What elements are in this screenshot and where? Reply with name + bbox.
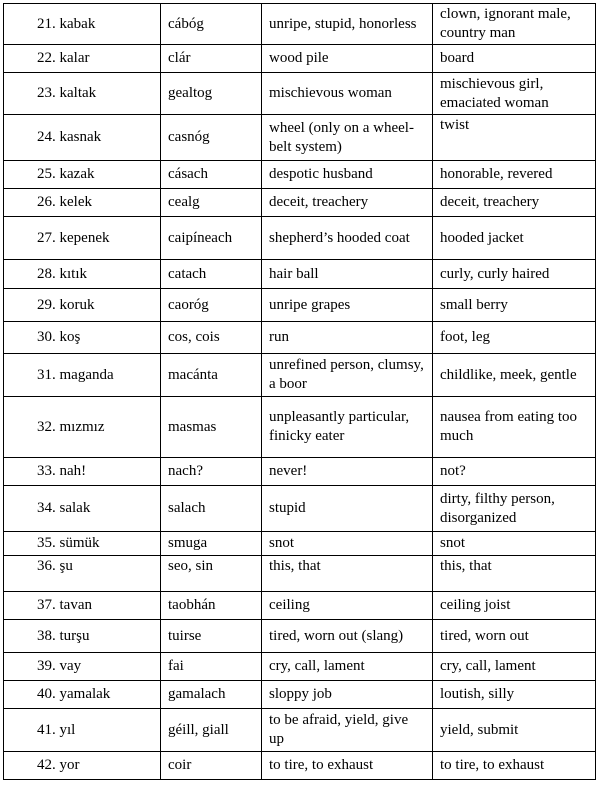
turkish-word: 31. maganda	[4, 354, 161, 397]
turkish-word: 28. kıtık	[4, 260, 161, 289]
irish-meaning: small berry	[433, 289, 596, 322]
irish-meaning: cry, call, lament	[433, 653, 596, 681]
turkish-word: 38. turşu	[4, 620, 161, 653]
turkish-word: 22. kalar	[4, 45, 161, 73]
irish-word: géill, giall	[161, 709, 262, 752]
turkish-meaning: cry, call, lament	[262, 653, 433, 681]
irish-meaning: mischievous girl, emaciated woman	[433, 73, 596, 115]
turkish-meaning: sloppy job	[262, 681, 433, 709]
table-row	[4, 217, 596, 260]
irish-word: taobhán	[161, 592, 262, 620]
turkish-meaning: mischievous woman	[262, 73, 433, 115]
turkish-meaning: unripe grapes	[262, 289, 433, 322]
irish-word: casnóg	[161, 115, 262, 161]
table-row	[4, 620, 596, 653]
turkish-word: 24. kasnak	[4, 115, 161, 161]
table-row	[4, 45, 596, 73]
irish-word: salach	[161, 486, 262, 532]
irish-word: cealg	[161, 189, 262, 217]
turkish-word: 41. yıl	[4, 709, 161, 752]
irish-meaning: deceit, treachery	[433, 189, 596, 217]
turkish-meaning: unripe, stupid, honorless	[262, 4, 433, 45]
turkish-word: 36. şu	[4, 556, 161, 592]
table-row	[4, 486, 596, 532]
irish-meaning: clown, ignorant male, country man	[433, 4, 596, 45]
turkish-word: 32. mızmız	[4, 397, 161, 458]
irish-meaning: tired, worn out	[433, 620, 596, 653]
irish-word: gealtog	[161, 73, 262, 115]
turkish-meaning: run	[262, 322, 433, 354]
table-row	[4, 592, 596, 620]
irish-meaning: childlike, meek, gentle	[433, 354, 596, 397]
table-row	[4, 458, 596, 486]
irish-meaning: not?	[433, 458, 596, 486]
irish-word: masmas	[161, 397, 262, 458]
irish-meaning: twist	[433, 115, 596, 161]
word-comparison-table	[3, 3, 596, 780]
irish-meaning: dirty, filthy person, disorganized	[433, 486, 596, 532]
turkish-meaning: tired, worn out (slang)	[262, 620, 433, 653]
table-row	[4, 653, 596, 681]
turkish-meaning: ceiling	[262, 592, 433, 620]
irish-meaning: ceiling joist	[433, 592, 596, 620]
irish-word: clár	[161, 45, 262, 73]
irish-meaning: nausea from eating too much	[433, 397, 596, 458]
turkish-meaning: deceit, treachery	[262, 189, 433, 217]
irish-meaning: yield, submit	[433, 709, 596, 752]
turkish-word: 37. tavan	[4, 592, 161, 620]
table-row	[4, 681, 596, 709]
turkish-word: 34. salak	[4, 486, 161, 532]
irish-meaning: this, that	[433, 556, 596, 592]
turkish-meaning: unpleasantly particular, finicky eater	[262, 397, 433, 458]
irish-word: cos, cois	[161, 322, 262, 354]
table-row	[4, 260, 596, 289]
turkish-word: 40. yamalak	[4, 681, 161, 709]
turkish-meaning: never!	[262, 458, 433, 486]
turkish-meaning: despotic husband	[262, 161, 433, 189]
turkish-word: 26. kelek	[4, 189, 161, 217]
irish-word: gamalach	[161, 681, 262, 709]
table-row	[4, 709, 596, 752]
irish-word: catach	[161, 260, 262, 289]
irish-meaning: board	[433, 45, 596, 73]
turkish-word: 29. koruk	[4, 289, 161, 322]
irish-word: smuga	[161, 532, 262, 556]
turkish-meaning: this, that	[262, 556, 433, 592]
table-row	[4, 397, 596, 458]
turkish-meaning: hair ball	[262, 260, 433, 289]
turkish-word: 30. koş	[4, 322, 161, 354]
turkish-word: 25. kazak	[4, 161, 161, 189]
irish-meaning: snot	[433, 532, 596, 556]
table-row	[4, 161, 596, 189]
irish-word: coir	[161, 752, 262, 780]
irish-word: macánta	[161, 354, 262, 397]
irish-word: fai	[161, 653, 262, 681]
irish-meaning: honorable, revered	[433, 161, 596, 189]
irish-word: cásach	[161, 161, 262, 189]
turkish-word: 39. vay	[4, 653, 161, 681]
turkish-meaning: snot	[262, 532, 433, 556]
irish-word: caoróg	[161, 289, 262, 322]
irish-meaning: foot, leg	[433, 322, 596, 354]
irish-word: tuirse	[161, 620, 262, 653]
turkish-meaning: unrefined person, clumsy, a boor	[262, 354, 433, 397]
turkish-word: 33. nah!	[4, 458, 161, 486]
turkish-meaning: to tire, to exhaust	[262, 752, 433, 780]
table-row	[4, 354, 596, 397]
irish-word: caipíneach	[161, 217, 262, 260]
table-row	[4, 752, 596, 780]
irish-word: cábóg	[161, 4, 262, 45]
table-row	[4, 189, 596, 217]
turkish-meaning: shepherd’s hooded coat	[262, 217, 433, 260]
irish-meaning: to tire, to exhaust	[433, 752, 596, 780]
turkish-word: 42. yor	[4, 752, 161, 780]
turkish-meaning: to be afraid, yield, give up	[262, 709, 433, 752]
table-row	[4, 556, 596, 592]
turkish-meaning: wood pile	[262, 45, 433, 73]
table-row	[4, 4, 596, 45]
turkish-word: 27. kepenek	[4, 217, 161, 260]
turkish-word: 35. sümük	[4, 532, 161, 556]
turkish-meaning: stupid	[262, 486, 433, 532]
table-row	[4, 73, 596, 115]
turkish-word: 23. kaltak	[4, 73, 161, 115]
irish-word: nach?	[161, 458, 262, 486]
turkish-word: 21. kabak	[4, 4, 161, 45]
table-row	[4, 532, 596, 556]
turkish-meaning: wheel (only on a wheel-belt system)	[262, 115, 433, 161]
irish-meaning: hooded jacket	[433, 217, 596, 260]
table-row	[4, 322, 596, 354]
irish-meaning: curly, curly haired	[433, 260, 596, 289]
table-row	[4, 115, 596, 161]
irish-word: seo, sin	[161, 556, 262, 592]
table-row	[4, 289, 596, 322]
irish-meaning: loutish, silly	[433, 681, 596, 709]
